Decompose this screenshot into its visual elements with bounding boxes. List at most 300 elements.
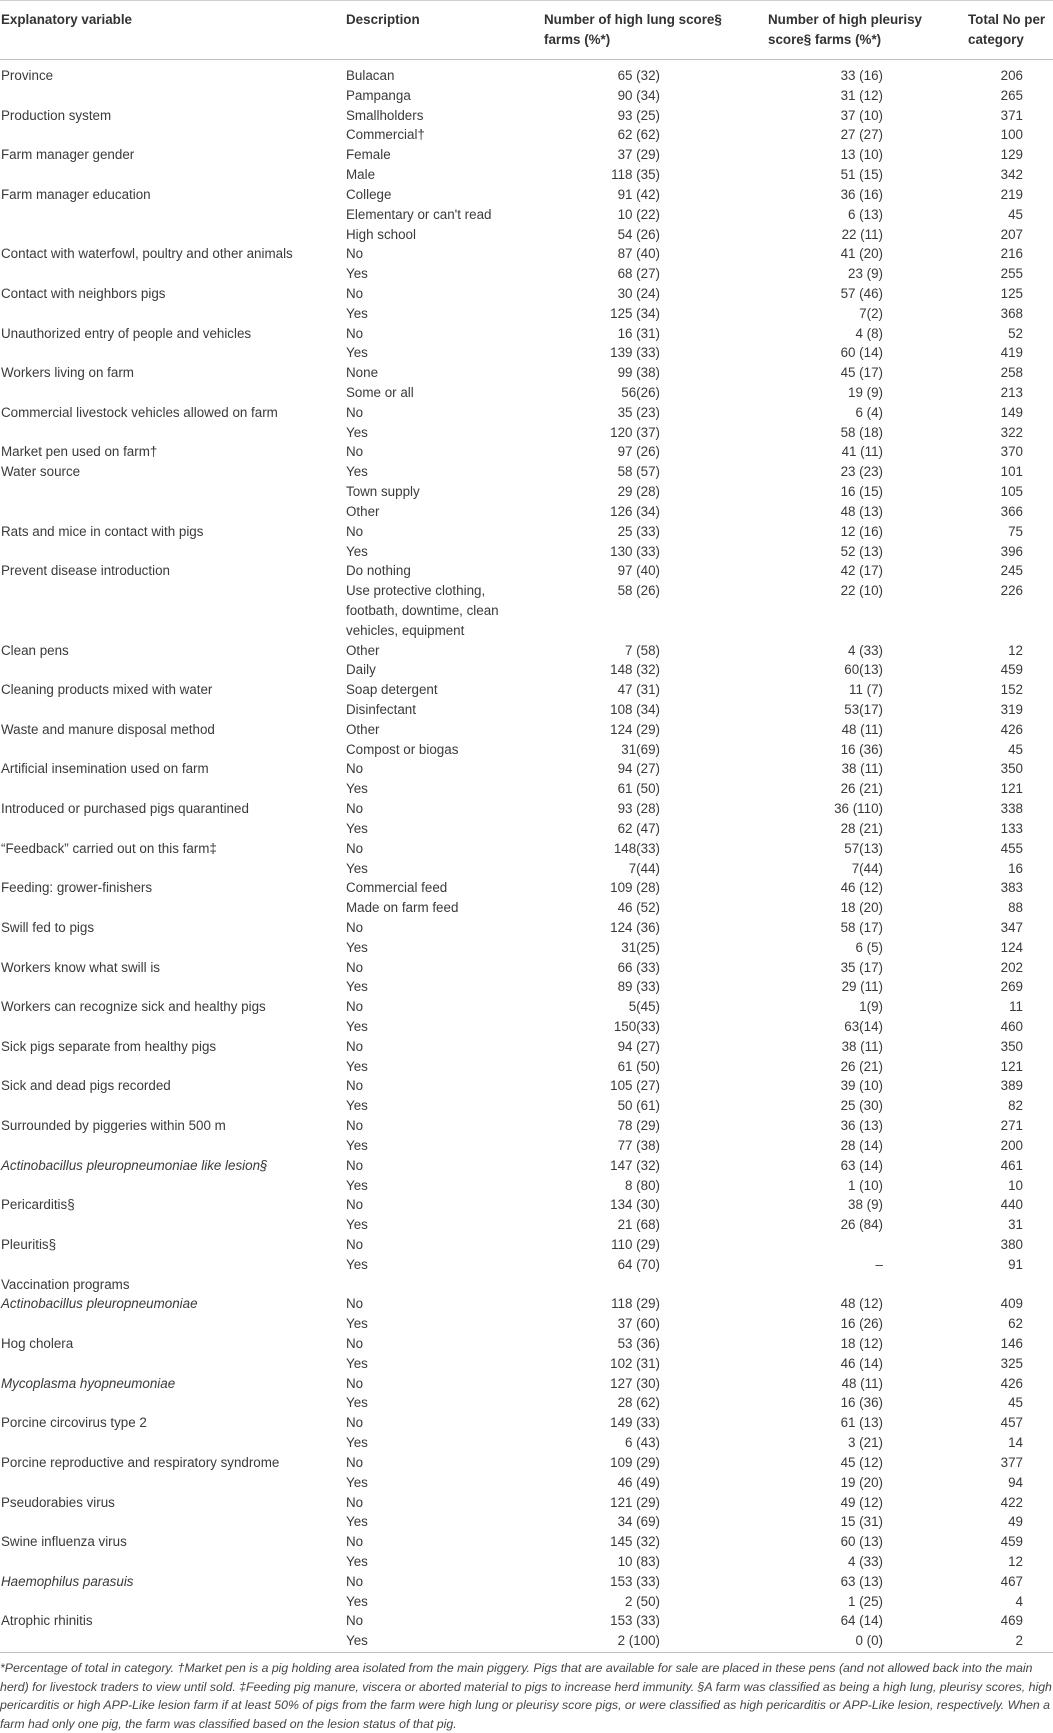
total-cell: 350 xyxy=(1000,1038,1023,1054)
description-cell: Disinfectant xyxy=(346,702,416,717)
table-row xyxy=(0,442,1053,462)
high-lung-cell: 93 (28) xyxy=(617,801,660,817)
description-cell: No xyxy=(346,404,364,420)
high-pleurisy-cell: 16 (36) xyxy=(840,1395,883,1411)
table-row xyxy=(0,1294,1053,1314)
description-cell: No xyxy=(346,1296,364,1312)
high-lung-cell: 5(45) xyxy=(628,999,660,1015)
description-cell: No xyxy=(346,523,364,539)
variable-cell: Sick pigs separate from healthy pigs xyxy=(1,1038,217,1054)
description-cell: Yes xyxy=(346,781,368,797)
high-lung-cell: 110 (29) xyxy=(611,1236,660,1252)
total-cell: 350 xyxy=(1000,761,1023,777)
total-cell: 105 xyxy=(1000,484,1023,500)
description-cell: Yes xyxy=(346,1256,368,1272)
description-cell: No xyxy=(346,444,364,460)
total-cell: 380 xyxy=(1000,1236,1023,1252)
description-cell: Yes xyxy=(346,1316,368,1332)
high-pleurisy-cell: 64 (14) xyxy=(840,1613,883,1629)
high-pleurisy-cell: 35 (17) xyxy=(840,959,883,975)
table-row xyxy=(0,759,1053,779)
description-cell: Bulacan xyxy=(346,68,395,83)
table-row xyxy=(0,482,1053,502)
table-row xyxy=(0,1413,1053,1433)
high-pleurisy-cell: 7(2) xyxy=(859,305,883,321)
table-row xyxy=(0,918,1053,938)
high-pleurisy-cell: 51 (15) xyxy=(840,167,883,183)
description-cell: Do nothing xyxy=(346,563,411,579)
variable-cell: Haemophilus parasuis xyxy=(1,1573,134,1589)
high-lung-cell: 46 (52) xyxy=(617,900,660,916)
table-row xyxy=(0,1631,1053,1651)
table-row xyxy=(0,1195,1053,1215)
total-cell: 206 xyxy=(1000,68,1023,83)
total-cell: 460 xyxy=(1000,1019,1023,1034)
table-row xyxy=(0,1275,1053,1295)
total-cell: 368 xyxy=(1000,305,1023,321)
description-cell: Yes xyxy=(346,266,368,282)
high-lung-cell: 124 (36) xyxy=(610,919,660,935)
description-cell: Town supply xyxy=(346,484,420,500)
total-cell: 14 xyxy=(1008,1435,1023,1451)
high-pleurisy-cell: 6 (13) xyxy=(848,206,883,222)
description-cell: Yes xyxy=(346,1435,368,1451)
total-cell: 338 xyxy=(1000,801,1023,817)
table-row xyxy=(0,561,1053,581)
total-cell: 342 xyxy=(1000,167,1023,183)
table-row xyxy=(0,264,1053,284)
variable-cell: Commercial livestock vehicles allowed on farm xyxy=(1,404,278,420)
high-lung-cell: 121 (29) xyxy=(610,1494,660,1510)
table-header xyxy=(0,0,1053,60)
table-row xyxy=(0,601,1053,621)
total-cell: 125 xyxy=(1000,285,1023,301)
description-cell: No xyxy=(346,1336,364,1351)
high-lung-cell: 94 (27) xyxy=(617,761,660,777)
table-row xyxy=(0,878,1053,898)
high-pleurisy-cell: 36 (13) xyxy=(840,1118,883,1134)
high-pleurisy-cell: 38 (11) xyxy=(841,1038,883,1054)
high-pleurisy-cell: 63 (13) xyxy=(840,1573,883,1589)
high-pleurisy-cell: 28 (21) xyxy=(840,820,883,836)
table-row xyxy=(0,343,1053,363)
total-cell: 149 xyxy=(1000,404,1023,420)
high-pleurisy-cell: 19 (9) xyxy=(848,385,883,400)
total-cell: 469 xyxy=(1000,1613,1023,1629)
high-pleurisy-cell: 3 (21) xyxy=(848,1435,883,1451)
variable-cell: Prevent disease introduction xyxy=(1,563,170,579)
high-lung-cell: 118 (35) xyxy=(611,167,660,183)
description-cell: Pampanga xyxy=(346,87,411,103)
description-cell: No xyxy=(346,959,364,975)
table-row xyxy=(0,1116,1053,1136)
high-lung-cell: 149 (33) xyxy=(610,1415,660,1431)
table-row xyxy=(0,1215,1053,1235)
high-pleurisy-cell: 60 (13) xyxy=(840,1534,883,1550)
table-row xyxy=(0,502,1053,522)
table-row xyxy=(0,581,1053,601)
total-cell: 366 xyxy=(1000,503,1023,519)
total-cell: 467 xyxy=(1000,1573,1023,1589)
description-cell: Yes xyxy=(346,1593,368,1609)
high-pleurisy-cell: 26 (21) xyxy=(840,1058,883,1074)
total-cell: 422 xyxy=(1000,1494,1023,1510)
table-row xyxy=(0,244,1053,264)
description-cell: Male xyxy=(346,167,376,183)
high-lung-cell: 16 (31) xyxy=(617,325,660,341)
high-lung-cell: 29 (28) xyxy=(617,484,660,500)
high-lung-cell: 37 (60) xyxy=(617,1316,660,1332)
high-pleurisy-cell: 12 (16) xyxy=(840,523,883,539)
high-lung-cell: 97 (26) xyxy=(617,444,660,460)
description-cell: Yes xyxy=(346,1177,368,1193)
variable-cell: Surrounded by piggeries within 500 m xyxy=(1,1118,226,1134)
description-cell: Yes xyxy=(346,1633,368,1649)
high-pleurisy-cell: 26 (84) xyxy=(840,1217,883,1233)
high-lung-cell: 30 (24) xyxy=(617,285,660,301)
high-lung-cell: 50 (61) xyxy=(617,1098,660,1114)
table-row xyxy=(0,1572,1053,1592)
high-lung-cell: 61 (50) xyxy=(617,1058,660,1074)
table-row xyxy=(0,938,1053,958)
description-cell: Yes xyxy=(346,543,368,559)
high-pleurisy-cell: 28 (14) xyxy=(840,1137,883,1153)
description-cell: Yes xyxy=(346,345,368,361)
table-row xyxy=(0,1334,1053,1354)
high-lung-cell: 124 (29) xyxy=(610,721,660,737)
description-cell: Yes xyxy=(346,1355,368,1371)
description-cell: Use protective clothing, xyxy=(346,583,486,599)
high-lung-cell: 21 (68) xyxy=(617,1217,660,1233)
high-pleurisy-cell: 46 (12) xyxy=(840,880,883,896)
high-pleurisy-cell: 48 (11) xyxy=(841,1375,883,1391)
table-row xyxy=(0,1532,1053,1552)
description-cell: footbath, downtime, clean xyxy=(346,602,499,618)
high-lung-cell: 120 (37) xyxy=(610,424,660,440)
total-cell: 12 xyxy=(1008,642,1023,658)
description-cell: Other xyxy=(346,503,380,519)
total-cell: 216 xyxy=(1000,246,1023,262)
table-row xyxy=(0,205,1053,225)
high-pleurisy-cell: 36 (16) xyxy=(840,186,883,202)
high-lung-cell: 10 (83) xyxy=(617,1553,660,1569)
high-pleurisy-cell: 16 (15) xyxy=(840,484,883,500)
total-cell: 207 xyxy=(1000,226,1023,242)
high-pleurisy-cell: 11 (7) xyxy=(849,682,883,698)
table-row xyxy=(0,125,1053,145)
high-lung-cell: 35 (23) xyxy=(617,404,660,420)
high-lung-cell: 150(33) xyxy=(613,1019,660,1034)
high-pleurisy-cell: 6 (5) xyxy=(855,939,883,955)
table-row xyxy=(0,680,1053,700)
high-lung-cell: 94 (27) xyxy=(617,1038,660,1054)
table-row xyxy=(0,898,1053,918)
description-cell: No xyxy=(346,999,364,1015)
high-pleurisy-cell: 16 (36) xyxy=(840,741,883,757)
variable-cell: Porcine circovirus type 2 xyxy=(1,1415,147,1431)
description-cell: No xyxy=(346,1375,364,1391)
variable-cell: Swine influenza virus xyxy=(1,1534,127,1550)
high-pleurisy-cell: 41 (20) xyxy=(840,246,883,262)
table-row xyxy=(0,284,1053,304)
high-lung-cell: 130 (33) xyxy=(610,543,660,559)
variable-cell: Workers know what swill is xyxy=(1,959,160,975)
high-lung-cell: 64 (70) xyxy=(617,1256,660,1272)
high-lung-cell: 62 (62) xyxy=(617,127,660,143)
total-cell: 100 xyxy=(1000,127,1023,143)
high-lung-cell: 31(69) xyxy=(621,741,660,757)
table-row xyxy=(0,1136,1053,1156)
high-pleurisy-cell: 57(13) xyxy=(844,840,883,856)
description-cell: vehicles, equipment xyxy=(346,622,465,638)
description-cell: No xyxy=(346,1078,364,1094)
description-cell: Yes xyxy=(346,939,368,955)
table-row xyxy=(0,819,1053,839)
total-cell: 265 xyxy=(1000,87,1023,103)
high-lung-cell: 66 (33) xyxy=(617,959,660,975)
total-cell: 426 xyxy=(1000,721,1023,737)
high-pleurisy-cell: 16 (26) xyxy=(840,1316,883,1332)
variable-cell: Province xyxy=(1,68,54,83)
description-cell: No xyxy=(346,1454,364,1470)
description-cell: Daily xyxy=(346,662,376,678)
description-cell: Other xyxy=(346,642,380,658)
table-row xyxy=(0,977,1053,997)
description-cell: Some or all xyxy=(346,385,414,400)
total-cell: 370 xyxy=(1000,444,1023,460)
variable-cell: Introduced or purchased pigs quarantined xyxy=(1,801,249,817)
table-row xyxy=(0,1076,1053,1096)
description-cell: Yes xyxy=(346,820,368,836)
table-row xyxy=(0,542,1053,562)
description-cell: No xyxy=(346,1236,364,1252)
table-row xyxy=(0,641,1053,661)
high-lung-cell: 10 (22) xyxy=(617,206,660,222)
high-pleurisy-cell: 52 (13) xyxy=(840,543,883,559)
table-row xyxy=(0,1255,1053,1275)
high-lung-cell: 65 (32) xyxy=(617,68,660,83)
table-row xyxy=(0,700,1053,720)
total-cell: 219 xyxy=(1000,186,1023,202)
table-row xyxy=(0,145,1053,165)
total-cell: 419 xyxy=(1000,345,1023,361)
total-cell: 371 xyxy=(1000,107,1023,123)
total-cell: 124 xyxy=(1000,939,1023,955)
high-lung-cell: 2 (100) xyxy=(617,1633,660,1649)
table-row xyxy=(0,1433,1053,1453)
description-cell: No xyxy=(346,1038,364,1054)
table-row xyxy=(0,720,1053,740)
description-cell: College xyxy=(346,186,392,202)
high-pleurisy-cell: 57 (46) xyxy=(840,285,883,301)
variable-cell: Actinobacillus pleuropneumoniae xyxy=(1,1296,198,1312)
total-cell: 396 xyxy=(1000,543,1023,559)
high-pleurisy-cell: 33 (16) xyxy=(840,68,883,83)
high-lung-cell: 31(25) xyxy=(621,939,660,955)
header-explanatory-variable: Explanatory variable xyxy=(1,12,132,27)
high-lung-cell: 6 (43) xyxy=(625,1435,660,1451)
variable-cell: Vaccination programs xyxy=(1,1276,130,1292)
table-row xyxy=(0,779,1053,799)
variable-cell: Artificial insemination used on farm xyxy=(1,761,209,777)
table-row xyxy=(0,1592,1053,1612)
description-cell: Soap detergent xyxy=(346,682,438,698)
table-row xyxy=(0,1393,1053,1413)
high-pleurisy-cell: 13 (10) xyxy=(840,147,883,163)
table-row xyxy=(0,225,1053,245)
high-lung-cell: 62 (47) xyxy=(617,820,660,836)
high-lung-cell: 7(44) xyxy=(628,860,660,876)
high-pleurisy-cell: 41 (11) xyxy=(841,444,883,460)
high-pleurisy-cell: 18 (12) xyxy=(840,1336,883,1351)
high-pleurisy-cell: 58 (18) xyxy=(840,424,883,440)
high-lung-cell: 93 (25) xyxy=(617,107,660,123)
high-pleurisy-cell: 22 (11) xyxy=(841,226,883,242)
description-cell: Commercial† xyxy=(346,127,425,143)
description-cell: No xyxy=(346,1573,364,1589)
variable-cell: Pseudorabies virus xyxy=(1,1494,115,1510)
high-lung-cell: 109 (28) xyxy=(610,880,660,896)
variable-cell: Hog cholera xyxy=(1,1336,74,1351)
total-cell: 11 xyxy=(1009,999,1023,1015)
total-cell: 31 xyxy=(1008,1217,1023,1233)
high-pleurisy-cell: 46 (14) xyxy=(840,1355,883,1371)
high-lung-cell: 90 (34) xyxy=(617,87,660,103)
table-row xyxy=(0,106,1053,126)
high-pleurisy-cell: 27 (27) xyxy=(840,127,883,143)
description-cell: No xyxy=(346,1118,364,1134)
variable-cell: Waste and manure disposal method xyxy=(1,721,215,737)
variable-cell: Farm manager education xyxy=(1,186,151,202)
high-lung-cell: 46 (49) xyxy=(617,1474,660,1490)
variable-cell: Water source xyxy=(1,464,81,480)
high-pleurisy-cell: 36 (110) xyxy=(834,801,883,817)
total-cell: 12 xyxy=(1008,1553,1023,1569)
high-lung-cell: 109 (29) xyxy=(610,1454,660,1470)
description-cell: Yes xyxy=(346,979,368,995)
table-row xyxy=(0,1156,1053,1176)
total-cell: 121 xyxy=(1000,1058,1023,1074)
high-lung-cell: 118 (29) xyxy=(611,1296,660,1312)
high-lung-cell: 102 (31) xyxy=(610,1355,660,1371)
total-cell: 213 xyxy=(1000,385,1023,400)
variable-cell: Contact with waterfowl, poultry and other animals xyxy=(1,246,293,262)
total-cell: 457 xyxy=(1000,1415,1023,1431)
total-cell: 88 xyxy=(1008,900,1023,916)
total-cell: 459 xyxy=(1000,1534,1023,1550)
description-cell: Other xyxy=(346,721,380,737)
high-lung-cell: 126 (34) xyxy=(610,503,660,519)
table-row xyxy=(0,522,1053,542)
high-lung-cell: 37 (29) xyxy=(617,147,660,163)
description-cell: No xyxy=(346,1613,364,1629)
variable-cell: Swill fed to pigs xyxy=(1,919,95,935)
description-cell: Made on farm feed xyxy=(346,900,459,916)
high-pleurisy-cell: 38 (9) xyxy=(848,1197,883,1213)
table-row xyxy=(0,363,1053,383)
high-pleurisy-cell: 58 (17) xyxy=(840,919,883,935)
table-row xyxy=(0,165,1053,185)
high-lung-cell: 58 (57) xyxy=(617,464,660,480)
high-lung-cell: 147 (32) xyxy=(610,1157,660,1173)
total-cell: 62 xyxy=(1008,1316,1023,1332)
table-row xyxy=(0,403,1053,423)
variable-cell: Workers can recognize sick and healthy pigs xyxy=(1,999,266,1015)
table-row xyxy=(0,324,1053,344)
high-lung-cell: 8 (80) xyxy=(625,1177,660,1193)
high-pleurisy-cell: 60(13) xyxy=(844,662,883,678)
table-row xyxy=(0,1037,1053,1057)
high-pleurisy-cell: 4 (8) xyxy=(855,325,883,341)
high-pleurisy-cell: 25 (30) xyxy=(840,1098,883,1114)
high-pleurisy-cell: 1 (25) xyxy=(848,1593,883,1609)
total-cell: 271 xyxy=(1000,1118,1023,1134)
total-cell: 82 xyxy=(1008,1098,1023,1114)
description-cell: No xyxy=(346,1494,364,1510)
high-lung-cell: 61 (50) xyxy=(617,781,660,797)
table-row xyxy=(0,839,1053,859)
high-lung-cell: 58 (26) xyxy=(617,583,660,599)
header-total-per-category xyxy=(968,10,1045,50)
total-cell: 377 xyxy=(1000,1454,1023,1470)
high-pleurisy-cell: 48 (13) xyxy=(840,503,883,519)
description-cell: Yes xyxy=(346,1217,368,1233)
total-cell: 347 xyxy=(1000,919,1023,935)
variable-cell: Rats and mice in contact with pigs xyxy=(1,523,204,539)
high-pleurisy-cell: 6 (4) xyxy=(855,404,883,420)
high-lung-cell: 97 (40) xyxy=(617,563,660,579)
high-lung-cell: 99 (38) xyxy=(617,365,660,381)
total-cell: 409 xyxy=(1000,1296,1023,1312)
variable-cell: Clean pens xyxy=(1,642,69,658)
total-cell: 16 xyxy=(1008,860,1023,876)
total-cell: 49 xyxy=(1008,1514,1023,1530)
header-total-line2: category xyxy=(968,32,1024,47)
high-lung-cell: 105 (27) xyxy=(610,1078,660,1094)
table-body xyxy=(0,60,1053,1651)
high-lung-cell: 78 (29) xyxy=(617,1118,660,1134)
total-cell: 269 xyxy=(1000,979,1023,995)
variable-cell: Workers living on farm xyxy=(1,365,134,381)
high-pleurisy-cell: 45 (17) xyxy=(840,365,883,381)
header-description: Description xyxy=(346,12,420,27)
description-cell: Smallholders xyxy=(346,107,424,123)
description-cell: Yes xyxy=(346,1553,368,1569)
total-cell: 91 xyxy=(1008,1256,1023,1272)
total-cell: 75 xyxy=(1008,523,1023,539)
high-lung-cell: 68 (27) xyxy=(617,266,660,282)
table-row xyxy=(0,660,1053,680)
description-cell: Yes xyxy=(346,1474,368,1490)
table-row xyxy=(0,1512,1053,1532)
description-cell: Compost or biogas xyxy=(346,741,459,757)
table-row xyxy=(0,383,1053,403)
table-row xyxy=(0,462,1053,482)
table-row xyxy=(0,304,1053,324)
variable-cell: Pericarditis§ xyxy=(1,1197,75,1213)
total-cell: 459 xyxy=(1000,662,1023,678)
description-cell: Commercial feed xyxy=(346,880,448,896)
variable-cell: Contact with neighbors pigs xyxy=(1,285,166,301)
total-cell: 258 xyxy=(1000,365,1023,381)
description-cell: Yes xyxy=(346,1098,368,1114)
total-cell: 255 xyxy=(1000,266,1023,282)
variable-cell: “Feedback” carried out on this farm‡ xyxy=(1,840,217,856)
description-cell: Yes xyxy=(346,1137,368,1153)
description-cell: No xyxy=(346,285,364,301)
variable-cell: Atrophic rhinitis xyxy=(1,1613,93,1629)
total-cell: 383 xyxy=(1000,880,1023,896)
